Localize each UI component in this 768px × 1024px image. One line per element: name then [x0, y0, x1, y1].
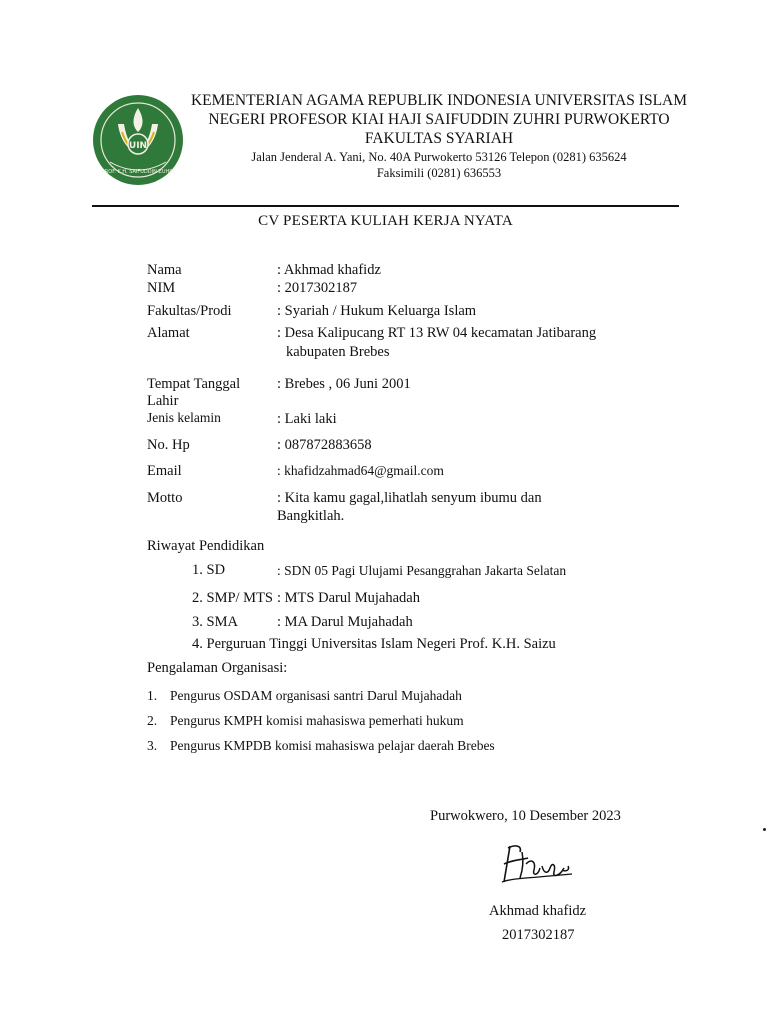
motto-value-line2: Bangkitlah.	[277, 508, 345, 524]
nim-value: : 2017302187	[277, 280, 358, 296]
university-logo-icon	[92, 94, 184, 186]
organisasi-item-number: 3.	[147, 738, 158, 753]
hp-value: : 087872883658	[277, 437, 372, 453]
letterhead-university: NEGERI PROFESOR KIAI HAJI SAIFUDDIN ZUHRI PURWOKERTO	[208, 111, 670, 128]
nama-label: Nama	[147, 262, 182, 278]
smp-value: : MTS Darul Mujahadah	[277, 590, 420, 606]
email-label: Email	[147, 463, 182, 479]
signer-name: Akhmad khafidz	[489, 903, 587, 919]
sd-label: 1. SD	[192, 562, 226, 578]
place-date: Purwokwero, 10 Desember 2023	[430, 808, 621, 824]
jenis-kelamin-value: : Laki laki	[277, 411, 337, 427]
letterhead-fax: Faksimili (0281) 636553	[376, 166, 502, 180]
svg-text:UIN: UIN	[128, 141, 148, 151]
letterhead-ministry: KEMENTERIAN AGAMA REPUBLIK INDONESIA UNIVERSITAS ISLAM	[190, 92, 688, 109]
organisasi-item: Pengurus KMPDB komisi mahasiswa pelajar daerah Brebes	[170, 738, 495, 753]
pendidikan-heading: Riwayat Pendidikan	[147, 538, 265, 554]
jenis-kelamin-label: Jenis kelamin	[147, 410, 221, 425]
page-mark	[763, 828, 766, 831]
svg-text:PROF. K.H. SAIFUDDIN ZUHRI: PROF. K.H. SAIFUDDIN ZUHRI	[101, 169, 175, 175]
prodi-label: Fakultas/Prodi	[147, 303, 232, 319]
prodi-value: : Syariah / Hukum Keluarga Islam	[277, 303, 477, 319]
sd-value: : SDN 05 Pagi Ulujami Pesanggrahan Jakarta Selatan	[277, 563, 567, 578]
hp-label: No. Hp	[147, 437, 190, 453]
organisasi-item: Pengurus KMPH komisi mahasiswa pemerhati hukum	[170, 713, 464, 728]
alamat-value-line2: kabupaten Brebes	[286, 344, 390, 360]
letterhead-faculty: FAKULTAS SYARIAH	[364, 130, 514, 147]
alamat-label: Alamat	[147, 325, 190, 341]
signer-nim: 2017302187	[502, 927, 575, 943]
sma-label: 3. SMA	[192, 614, 238, 630]
handwritten-signature-icon	[492, 838, 576, 888]
ttl-label-line1: Tempat Tanggal	[147, 376, 241, 392]
organisasi-item: Pengurus OSDAM organisasi santri Darul Mujahadah	[170, 688, 462, 703]
document-title: CV PESERTA KULIAH KERJA NYATA	[258, 213, 513, 229]
sma-value: : MA Darul Mujahadah	[277, 614, 413, 630]
organisasi-item-number: 2.	[147, 713, 158, 728]
smp-label: 2. SMP/ MTS	[192, 590, 273, 606]
email-value: : khafidzahmad64@gmail.com	[277, 463, 444, 478]
organisasi-item-number: 1.	[147, 688, 158, 703]
ttl-value: : Brebes , 06 Juni 2001	[277, 376, 411, 392]
ttl-label-line2: Lahir	[147, 393, 179, 409]
alamat-value-line1: : Desa Kalipucang RT 13 RW 04 kecamatan Jatibarang	[277, 325, 597, 341]
perguruan-tinggi-item: 4. Perguruan Tinggi Universitas Islam Negeri Prof. K.H. Saizu	[192, 636, 556, 652]
motto-value-line1: : Kita kamu gagal,lihatlah senyum ibumu dan	[277, 490, 542, 506]
motto-label: Motto	[147, 490, 183, 506]
letterhead-address: Jalan Jenderal A. Yani, No. 40A Purwokerto 53126 Telepon (0281) 635624	[251, 150, 627, 164]
nim-label: NIM	[147, 280, 176, 296]
nama-value: : Akhmad khafidz	[277, 262, 381, 278]
letterhead-divider	[92, 205, 679, 207]
organisasi-heading: Pengalaman Organisasi:	[147, 660, 288, 676]
